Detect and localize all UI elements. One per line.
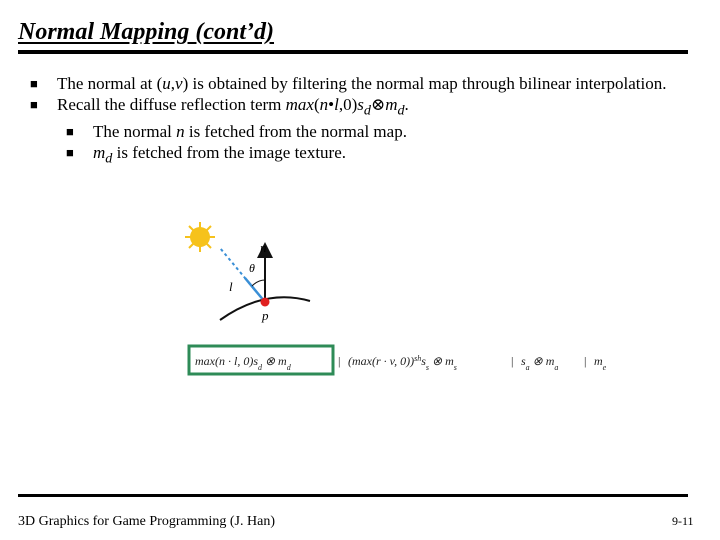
bullet-2-s: s — [357, 95, 364, 114]
eq-diffuse: max(n · l, 0)s — [195, 354, 258, 368]
bullet-4-m: m — [93, 143, 106, 163]
bullet-2-period: . — [404, 95, 409, 114]
bullet-1-v: v — [175, 74, 183, 93]
eq-diffuse-tail-sub: d — [286, 362, 291, 372]
eq-diffuse-tail: ⊗ m — [262, 354, 287, 368]
theta-arc — [252, 280, 265, 286]
bullet-1-u: u — [162, 74, 171, 93]
surface-point — [261, 298, 270, 307]
bullet-1-text-b: ) is obtained by filtering the normal map through bilinear interpolation. — [182, 74, 667, 93]
bullet-2-sub-d2: d — [397, 102, 405, 119]
eq-sep-1: | — [338, 354, 341, 368]
bullet-4-sub-d: d — [105, 150, 113, 167]
normal-mapping-diagram — [180, 222, 620, 382]
eq-sep-2: | — [511, 354, 514, 368]
bullet-2-l: l — [334, 95, 339, 114]
bullet-4-text: is fetched from the image texture. — [112, 143, 347, 163]
bullet-square-icon: ■ — [30, 76, 38, 91]
eq-specular-tail-sub: s — [425, 362, 430, 372]
eq-specular-tail2: ⊗ m — [429, 354, 454, 368]
bullet-3-n: n — [176, 122, 185, 142]
phong-equation — [195, 354, 607, 372]
eq-emissive: m — [594, 354, 603, 368]
footer-course-title: 3D Graphics for Game Programming (J. Han) — [18, 514, 275, 529]
eq-specular-tail: s — [421, 354, 426, 368]
bullet-list — [30, 73, 700, 170]
bullet-square-icon: ■ — [30, 97, 38, 112]
bullet-2-dot: • — [328, 95, 335, 114]
eq-specular-sup: sh — [414, 353, 422, 363]
eq-specular: (max(r · v, 0)) — [348, 354, 415, 368]
bullet-3-text-a: The normal — [93, 122, 177, 142]
light-vector-solid — [245, 278, 265, 302]
bullet-2-sub-d: d — [363, 102, 371, 119]
eq-specular-tail2-sub: s — [453, 362, 457, 372]
bullet-2-n: n — [319, 95, 329, 114]
bullet-2 — [30, 94, 700, 121]
bullet-2-paren: ( — [313, 95, 320, 114]
sun-icon — [185, 222, 215, 252]
eq-ambient-tail-sub: a — [554, 362, 559, 372]
bullet-2-zero: ,0) — [338, 95, 358, 114]
bullet-4 — [30, 142, 700, 169]
eq-diffuse-sub: d — [258, 362, 262, 372]
label-theta: θ — [249, 261, 255, 275]
footer-page-number: 9-11 — [672, 514, 694, 528]
slide-title: Normal Mapping (cont’d) — [18, 19, 275, 45]
bullet-2-max: max — [285, 95, 314, 114]
bullet-2-text-a: Recall the diffuse reflection term — [57, 95, 286, 114]
bullet-1 — [30, 73, 700, 94]
footer-rule — [18, 494, 688, 497]
bullet-square-icon: ■ — [66, 145, 74, 161]
label-n: n — [260, 240, 267, 255]
bullet-1-text-a: The normal at ( — [57, 74, 163, 93]
eq-sep-3: | — [584, 354, 587, 368]
title-underline-rule — [18, 50, 688, 54]
bullet-3-text-b: is fetched from the normal map. — [184, 122, 407, 142]
bullet-square-icon: ■ — [66, 124, 74, 140]
eq-ambient: s — [521, 354, 526, 368]
bullet-2-m: m — [385, 95, 398, 114]
bullet-2-otimes: ⊗ — [370, 95, 386, 114]
bullet-3 — [30, 121, 700, 142]
label-p: p — [262, 308, 269, 323]
eq-ambient-tail: ⊗ m — [529, 354, 555, 368]
eq-emissive-sub: e — [602, 362, 607, 372]
eq-ambient-sub: a — [525, 362, 530, 372]
bullet-1-comma: , — [170, 74, 176, 93]
label-l: l — [229, 279, 233, 294]
